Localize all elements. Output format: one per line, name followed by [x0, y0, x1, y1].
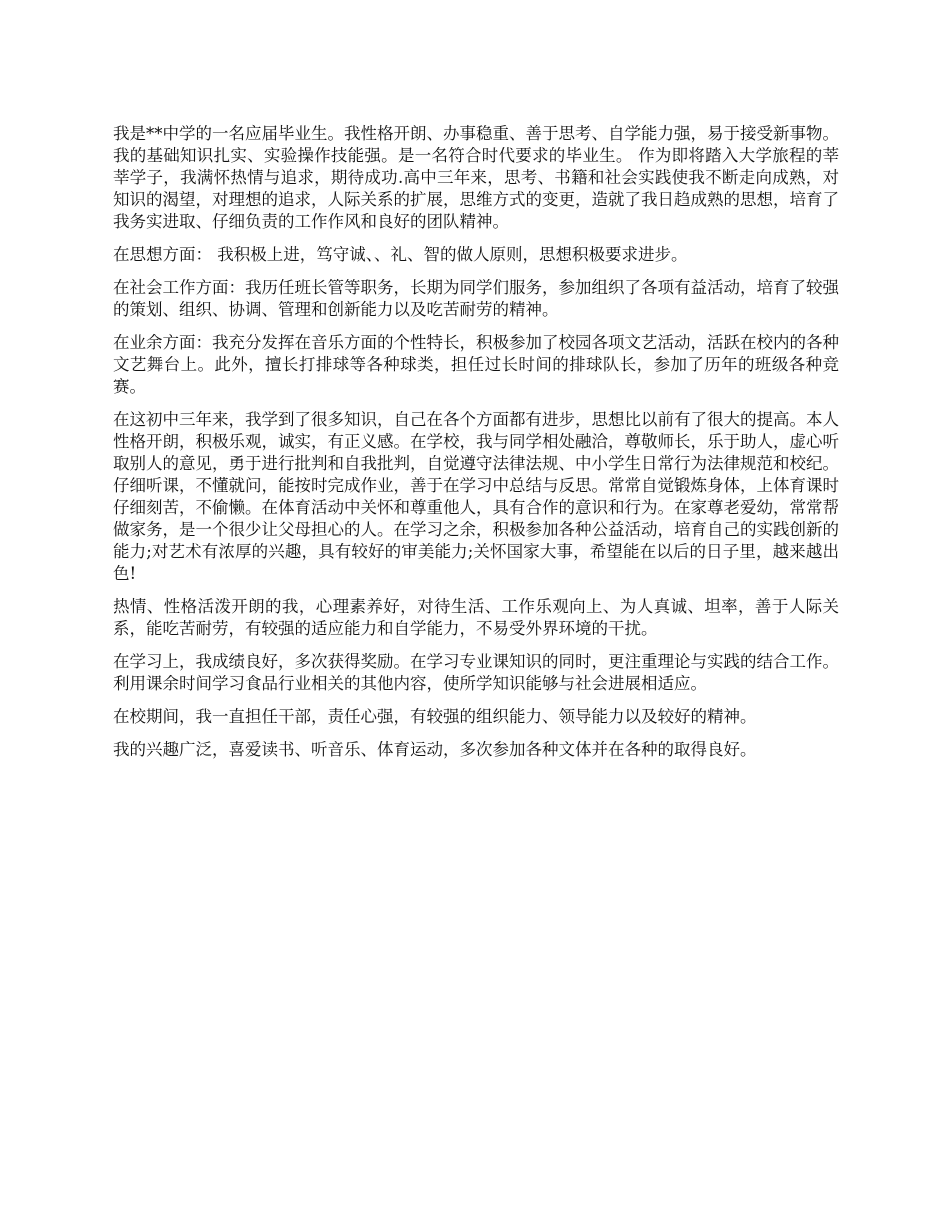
paragraph-interests: 我的兴趣广泛，喜爱读书、听音乐、体育运动，多次参加各种文体并在各种的取得良好。	[113, 740, 757, 759]
paragraph-middle-school: 在这初中三年来，我学到了很多知识，自己在各个方面都有进步，思想比以前有了很大的提高。本人性格开朗，积极乐观，诚实，有正义感。在学校，我与同学相处融洽，尊敬师长，乐于助人，虚心听取别人的意见，勇于进行批判和自我批判，自觉遵守法律法规、中小学生日常行为法律规范和校纪。仔细听课，不懂就问，能按时完成作业，善于在学习中总结与反思。常常自觉锻炼身体，上体育课时仔细刻苦，不偷懒。在体育活动中关怀和尊重他人，具有合作的意识和行为。在家尊老爱幼，常常帮做家务，是一个很少让父母担心的人。在学习之余，积极参加各种公益活动，培育自己的实践创新的能力;对艺术有浓厚的兴趣，具有较好的审美能力;关怀国家大事，希望能在以后的日子里，越来越出色!	[113, 410, 839, 583]
paragraph-personality: 热情、性格活泼开朗的我，心理素养好，对待生活、工作乐观向上、为人真诚、坦率，善于人际关系，能吃苦耐劳，有较强的适应能力和自学能力，不易受外界环境的干扰。	[113, 597, 839, 638]
paragraph-intro: 我是**中学的一名应届毕业生。我性格开朗、办事稳重、善于思考、自学能力强，易于接受新事物。我的基础知识扎实、实验操作技能强。是一名符合时代要求的毕业生。 作为即将踏入大学旅程的莘莘学子，我满怀热情与追求，期待成功.高中三年来，思考、书籍和社会实践使我不断走向成熟，对知识的渴望，对理想的追求，人际关系的扩展，思维方式的变更，造就了我日趋成熟的思想，培育了我务实进取、仔细负责的工作作风和良好的团队精神。	[113, 124, 839, 231]
document-page	[113, 123, 839, 772]
paragraph-school-cadre: 在校期间，我一直担任干部，责任心强，有较强的组织能力、领导能力以及较好的精神。	[113, 707, 757, 726]
paragraph-leisure: 在业余方面：我充分发挥在音乐方面的个性特长，积极参加了校园各项文艺活动，活跃在校内的各种文艺舞台上。此外，擅长打排球等各种球类，担任过长时间的排球队长，参加了历年的班级各种竞赛。	[113, 333, 839, 396]
paragraph-social-work: 在社会工作方面：我历任班长管等职务，长期为同学们服务，参加组织了各项有益活动，培育了较强的策划、组织、协调、管理和创新能力以及吃苦耐劳的精神。	[113, 278, 839, 319]
paragraph-study: 在学习上，我成绩良好，多次获得奖励。在学习专业课知识的同时，更注重理论与实践的结合工作。利用课余时间学习食品行业相关的其他内容，使所学知识能够与社会进展相适应。	[113, 652, 839, 693]
paragraph-ideology: 在思想方面： 我积极上进，笃守诚、、礼、智的做人原则，思想积极要求进步。	[113, 245, 688, 264]
